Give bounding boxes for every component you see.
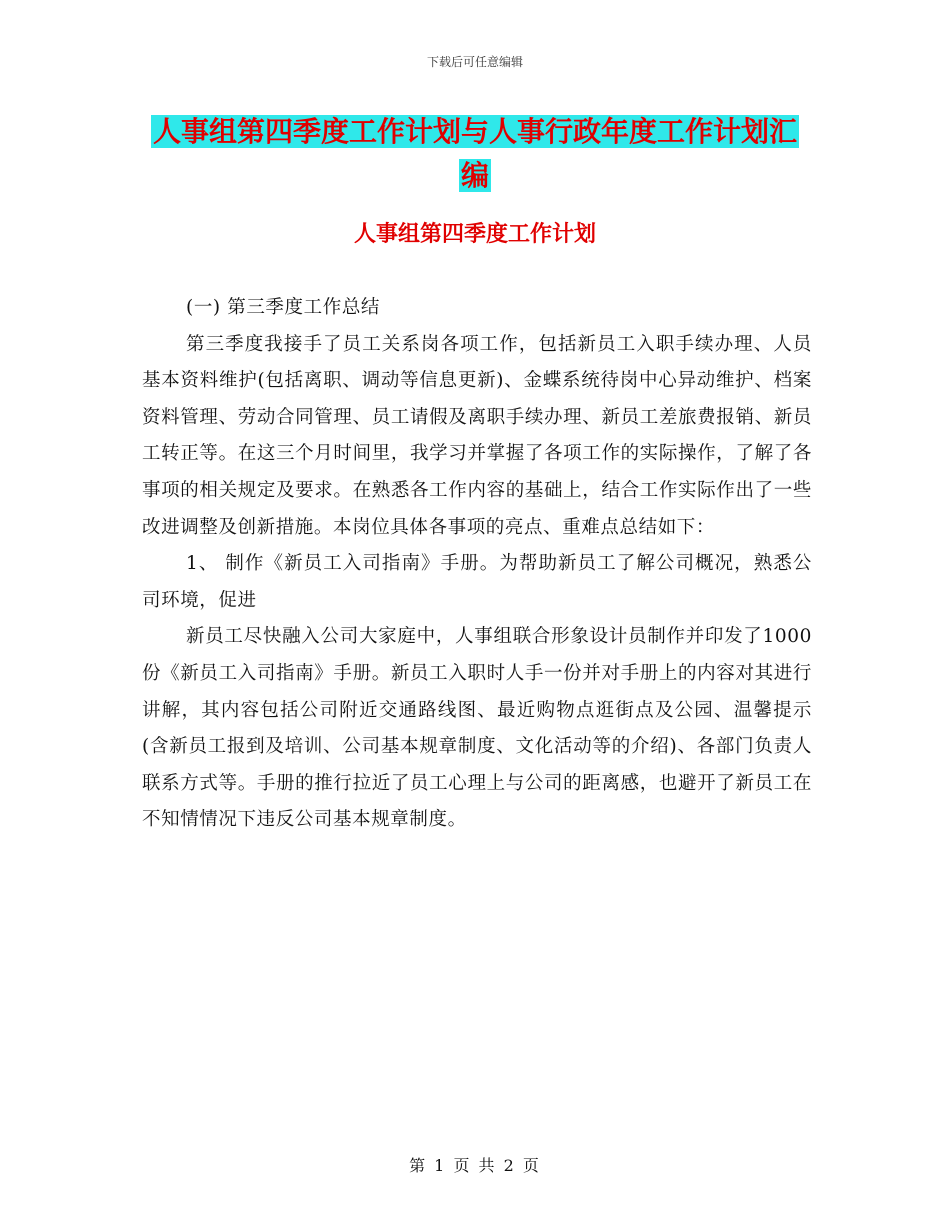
title-line-2: 编 [460,159,489,192]
body-text [142,290,812,839]
section-title: 人事组第四季度工作计划 [353,222,596,247]
paragraph-item-1: 1、 制作《新员工入司指南》手册。为帮助新员工了解公司概况，熟悉公司环境，促进 [142,553,812,611]
paragraph-section-heading: (一) 第三季度工作总结 [186,297,381,318]
document-title [140,110,810,198]
paragraph-summary: 第三季度我接手了员工关系岗各项工作，包括新员工入职手续办理、人员基本资料维护(包括离职、调动等信息更新)、金蝶系统待岗中心异动维护、档案资料管理、劳动合同管理、员工请假及离职手续办理、新员工差旅费报销、新员工转正等。在这三个月时间里，我学习并掌握了各项工作的实际操作，了解了各事项的相关规定及要求。在熟悉各工作内容的基础上，结合工作实际作出了一些改进调整及创新措施。本岗位具体各事项的亮点、重难点总结如下： [142,333,812,538]
header-note: 下载后可任意编辑 [426,55,523,69]
page-number: 第 1 页 共 2 页 [409,1156,541,1175]
title-line-1: 人事组第四季度工作计划与人事行政年度工作计划汇 [152,115,797,148]
paragraph-item-1-detail: 新员工尽快融入公司大家庭中，人事组联合形象设计员制作并印发了1000份《新员工入司指南》手册。新员工入职时人手一份并对手册上的内容对其进行讲解，其内容包括公司附近交通路线图、最近购物点逛街点及公园、温馨提示(含新员工报到及培训、公司基本规章制度、文化活动等的介绍)、各部门负责人联系方式等。手册的推行拉近了员工心理上与公司的距离感，也避开了新员工在不知情情况下违反公司基本规章制度。 [142,626,812,831]
